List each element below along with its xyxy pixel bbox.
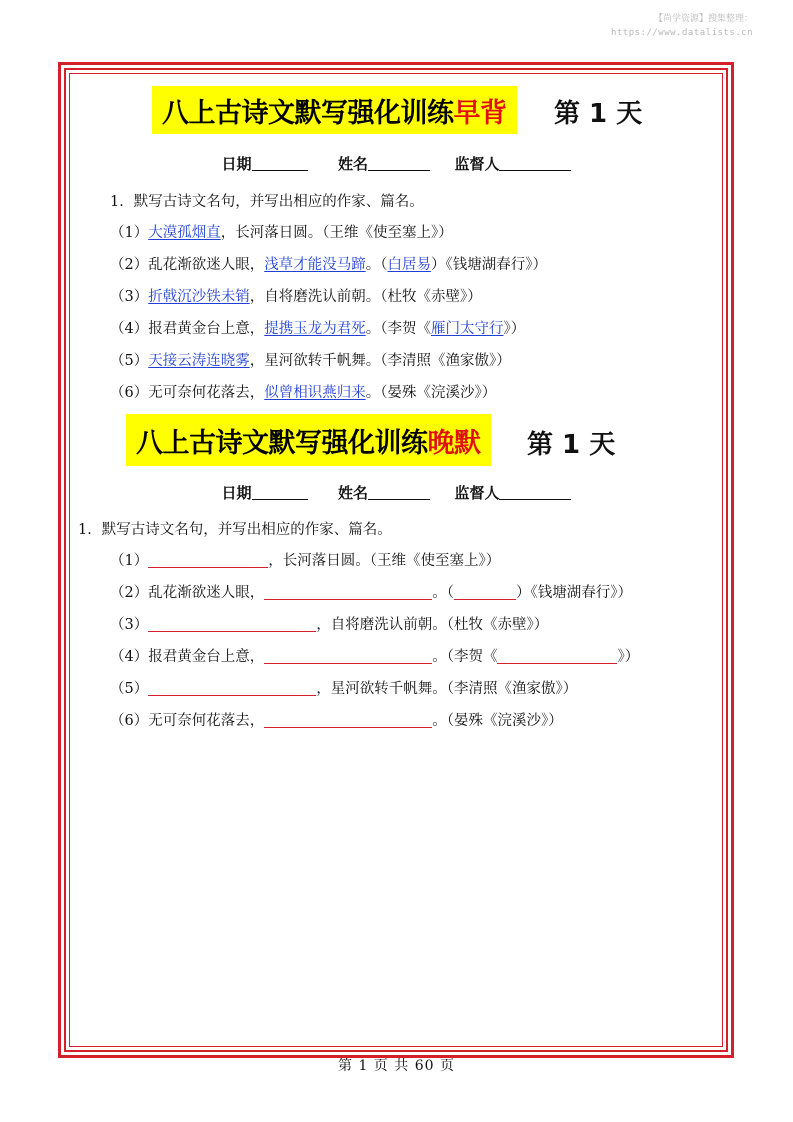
section1-name-blank[interactable] [368, 155, 430, 171]
section2-item-3: （3） ，自将磨洗认前朝。（杜牧《赤壁》） [110, 617, 549, 633]
answer-blank[interactable] [148, 617, 316, 632]
section1-instruction: 1．默写古诗文名句，并写出相应的作家、篇名。 [110, 194, 424, 210]
answer: 折戟沉沙铁未销 [148, 289, 250, 305]
section1-title-main: 八上古诗文默写强化训练 [162, 97, 454, 129]
section2-name-label: 姓名 [337, 484, 368, 502]
section2-title-accent: 晚默 [427, 427, 481, 459]
answer-author: 白居易 [387, 257, 431, 273]
section1-title [152, 86, 517, 134]
section2-date-blank[interactable] [252, 484, 308, 500]
section2-meta [0, 482, 793, 503]
section1-item-5: （5）天接云涛连晓雾，星河欲转千帆舞。（李清照《渔家傲》） [110, 353, 511, 369]
section2-title [126, 416, 491, 464]
section2-title-box [126, 414, 491, 466]
section1-item-4: （4）报君黄金台上意，提携玉龙为君死。（李贺《雁门太守行》） [110, 321, 526, 337]
section1-item-6: （6）无可奈何花落去，似曾相识燕归来。（晏殊《浣溪沙》） [110, 385, 497, 401]
section1-date-label: 日期 [221, 155, 252, 173]
section2-supervisor-label: 监督人 [454, 484, 500, 502]
section2-item-6: （6）无可奈何花落去， 。（晏殊《浣溪沙》） [110, 713, 563, 729]
answer: 提携玉龙为君死 [264, 321, 366, 337]
section2-item-4: （4）报君黄金台上意， 。（李贺《 》） [110, 649, 640, 665]
section1-day: 第 1 天 [554, 99, 643, 129]
answer: 大漠孤烟直 [148, 225, 221, 241]
section2-instruction: 1．默写古诗文名句，并写出相应的作家、篇名。 [78, 522, 392, 538]
answer-title: 雁门太守行 [430, 321, 504, 337]
answer-blank[interactable] [148, 553, 268, 568]
section2-name-blank[interactable] [368, 484, 430, 500]
answer: 浅草才能没马蹄 [264, 257, 366, 273]
section2-item-1: （1） ，长河落日圆。（王维《使至塞上》） [110, 553, 501, 569]
watermark-url: https://www.datalists.cn [610, 28, 753, 38]
answer-blank[interactable] [148, 681, 316, 696]
section1-item-3: （3）折戟沉沙铁未销，自将磨洗认前朝。（杜牧《赤壁》） [110, 289, 482, 305]
watermark [611, 12, 753, 40]
answer: 天接云涛连晓雾 [148, 353, 250, 369]
section1-title-box [152, 86, 517, 134]
section2-item-5: （5） ，星河欲转千帆舞。（李清照《渔家傲》） [110, 681, 578, 697]
section1-name-label: 姓名 [337, 155, 368, 173]
section2-title-main: 八上古诗文默写强化训练 [136, 427, 428, 459]
section1-supervisor-blank[interactable] [499, 155, 571, 171]
section2-supervisor-blank[interactable] [499, 484, 571, 500]
section1-meta [0, 153, 793, 174]
section2-item-2: （2）乱花渐欲迷人眼， 。（ ）《钱塘湖春行》） [110, 585, 632, 601]
section2-date-label: 日期 [221, 484, 252, 502]
answer: 似曾相识燕归来 [264, 385, 366, 401]
title-blank[interactable] [497, 649, 617, 664]
answer-blank[interactable] [264, 713, 432, 728]
author-blank[interactable] [454, 585, 516, 600]
section1-item-1: （1）大漠孤烟直，长河落日圆。（王维《使至塞上》） [110, 225, 453, 241]
answer-blank[interactable] [264, 585, 432, 600]
section1-item-2: （2）乱花渐欲迷人眼，浅草才能没马蹄。（白居易）《钱塘湖春行》） [110, 257, 547, 273]
watermark-source: 【尚学资源】搜集整理： [653, 14, 753, 24]
section1-supervisor-label: 监督人 [454, 155, 500, 173]
section1-title-accent: 早背 [453, 97, 507, 129]
section2-day: 第 1 天 [527, 430, 616, 460]
answer-blank[interactable] [264, 649, 432, 664]
page-number: 第 1 页 共 60 页 [338, 1058, 455, 1074]
section1-date-blank[interactable] [252, 155, 308, 171]
